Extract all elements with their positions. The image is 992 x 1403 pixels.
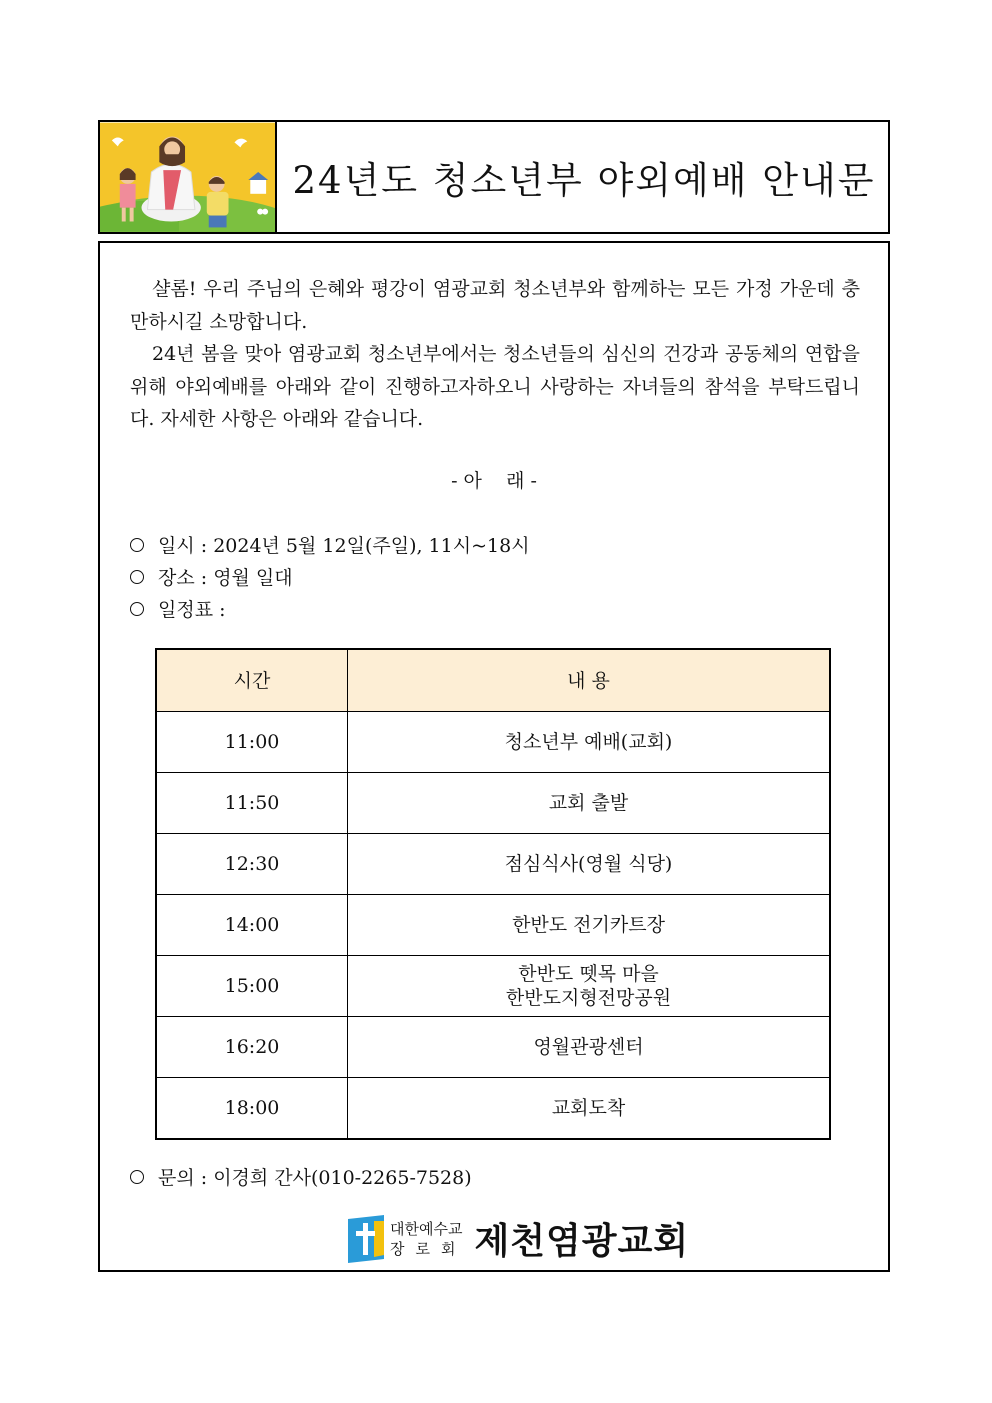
contact-item	[130, 1163, 472, 1190]
schedule-label-text: 일정표 :	[158, 599, 226, 621]
cross-icon	[348, 1215, 384, 1263]
denomination-line-2: 장로회	[390, 1239, 467, 1258]
content-cell: 교회 출발	[348, 773, 831, 834]
place-text: 장소 : 영월 일대	[158, 567, 293, 589]
time-cell: 14:00	[156, 895, 348, 956]
content-cell: 점심식사(영월 식당)	[348, 834, 831, 895]
church-logo	[348, 1213, 689, 1264]
table-header-row	[156, 649, 830, 712]
time-cell: 18:00	[156, 1078, 348, 1140]
table-row	[156, 895, 830, 956]
document-title: 24년도 청소년부 야외예배 안내문	[292, 159, 876, 202]
circle-bullet-icon	[130, 602, 144, 616]
content-column-header: 내 용	[348, 649, 831, 712]
denomination-line-1: 대한예수교	[390, 1219, 463, 1238]
notice-section-header: - 아 래 -	[451, 470, 537, 492]
content-cell: 청소년부 예배(교회)	[348, 712, 831, 773]
church-name: 제천염광교회	[474, 1221, 690, 1262]
jesus-children-illustration	[100, 122, 277, 232]
denomination-name	[390, 1219, 466, 1259]
illustration-icon	[100, 122, 275, 232]
circle-bullet-icon	[130, 538, 144, 552]
content-line-2: 한반도지형전망공원	[505, 987, 672, 1009]
date-item	[130, 531, 530, 558]
table-row	[156, 712, 830, 773]
time-cell: 11:50	[156, 773, 348, 834]
table-row	[156, 1017, 830, 1078]
date-text: 일시 : 2024년 5월 12일(주일), 11시~18시	[158, 535, 530, 557]
time-cell: 11:00	[156, 712, 348, 773]
time-column-header: 시간	[156, 649, 348, 712]
table-row	[156, 773, 830, 834]
schedule-label-item	[130, 595, 226, 622]
table-row	[156, 1078, 830, 1140]
notice-body	[98, 241, 890, 1272]
intro-text	[130, 273, 860, 436]
content-cell: 교회도착	[348, 1078, 831, 1140]
content-line-1: 한반도 뗏목 마을	[518, 963, 659, 985]
time-cell: 16:20	[156, 1017, 348, 1078]
content-cell: 영월관광센터	[348, 1017, 831, 1078]
circle-bullet-icon	[130, 570, 144, 584]
content-cell: 한반도 전기카트장	[348, 895, 831, 956]
table-row	[156, 834, 830, 895]
time-cell: 12:30	[156, 834, 348, 895]
content-cell	[348, 956, 831, 1017]
time-cell: 15:00	[156, 956, 348, 1017]
circle-bullet-icon	[130, 1170, 144, 1184]
contact-text: 문의 : 이경희 간사(010-2265-7528)	[158, 1167, 472, 1189]
intro-paragraph-1: 샬롬! 우리 주님의 은혜와 평강이 염광교회 청소년부와 함께하는 모든 가정 가운데 충만하시길 소망합니다.	[130, 278, 860, 333]
header-box	[98, 120, 890, 234]
place-item	[130, 563, 293, 590]
schedule-table	[155, 648, 831, 1140]
intro-paragraph-2: 24년 봄을 맞아 염광교회 청소년부에서는 청소년들의 심신의 건강과 공동체의 연합을 위해 야외예배를 아래와 같이 진행하고자하오니 사랑하는 자녀들의 참석을 부탁드립니다. 자세한 사항은 아래와 같습니다.	[130, 343, 860, 430]
table-row	[156, 956, 830, 1017]
